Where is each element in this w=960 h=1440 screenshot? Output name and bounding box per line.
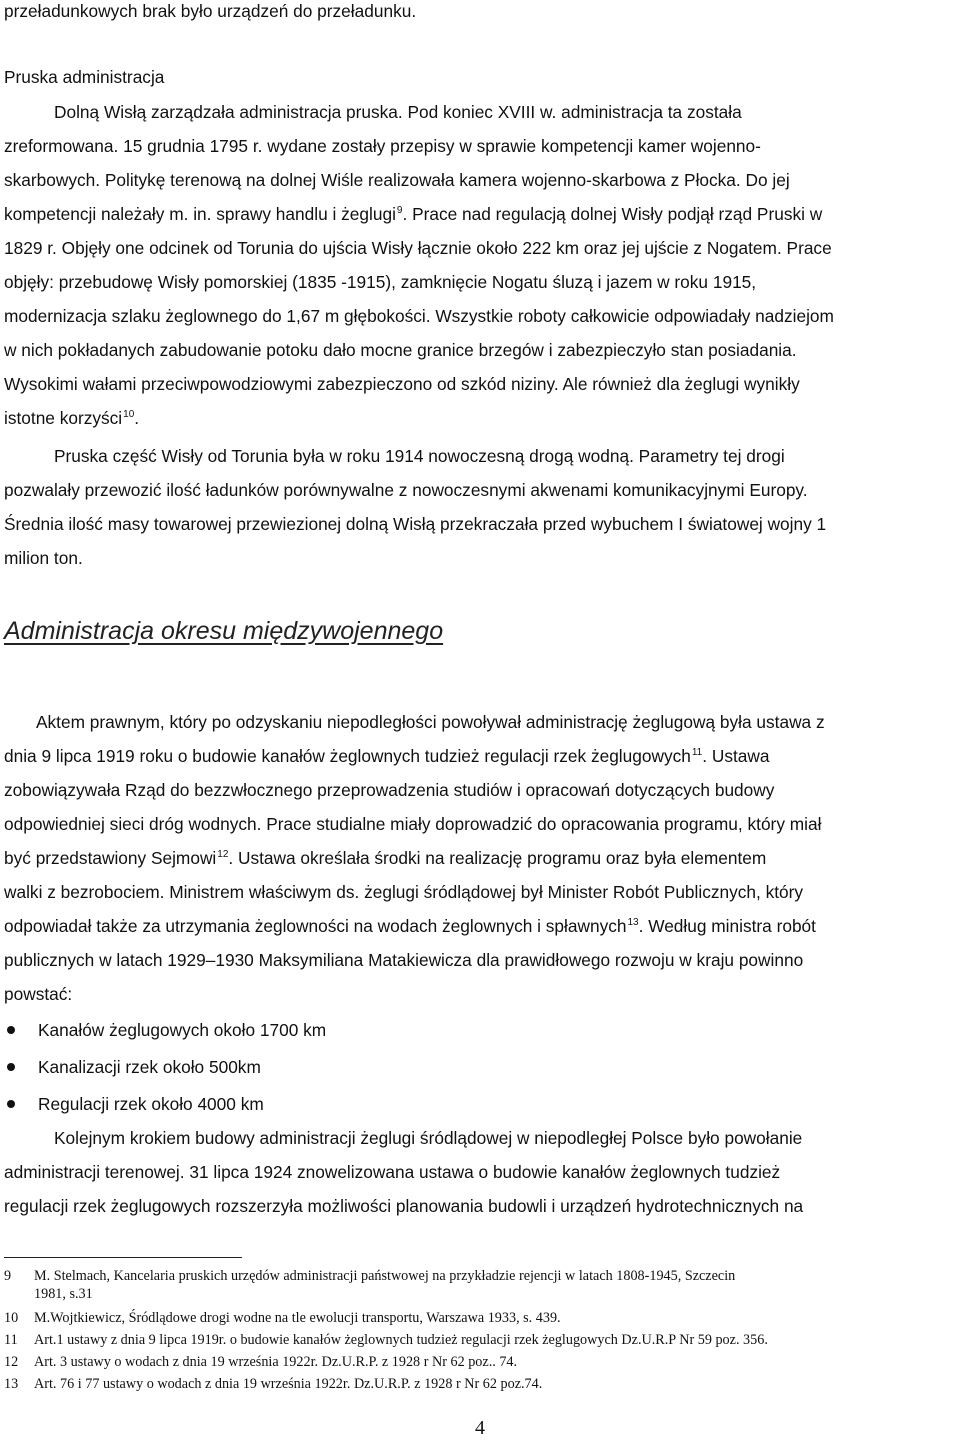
text-line: administracji terenowej. 31 lipca 1924 znowelizowana ustawa o budowie kanałów żeglownych tudzież (4, 1162, 781, 1182)
text-line (4, 915, 956, 937)
bullet-icon (7, 1063, 15, 1071)
text-line (4, 407, 956, 429)
footnote-ref-11: 11 (691, 747, 703, 758)
text-fragment: odpowiadał także za utrzymania żeglowności na wodach żeglownych i spławnych (4, 916, 627, 936)
text-line: walki z bezrobociem. Ministrem właściwym ds. żeglugi śródlądowej był Minister Robót Publicznych, który (4, 882, 804, 902)
footnote-number: 11 (4, 1332, 18, 1348)
text-line: odpowiedniej sieci dróg wodnych. Prace studialne miały doprowadzić do opracowania programu, który miał (4, 814, 822, 834)
text-line: Średnia ilość masy towarowej przewiezionej dolną Wisłą przekraczała przed wybuchem I światowej wojny 1 (4, 514, 827, 534)
text-line: pozwalały przewozić ilość ładunków porównywalne z nowoczesnymi akwenami komunikacyjnymi Europy. (4, 480, 808, 500)
footnote-text: M.Wojtkiewicz, Śródlądowe drogi wodne na tle ewolucji transportu, Warszawa 1933, s. 439. (34, 1310, 561, 1326)
text-line: powstać: (4, 984, 73, 1004)
list-item-text: Regulacji rzek około 4000 km (38, 1094, 264, 1114)
text-line: modernizacja szlaku żeglownego do 1,67 m głębokości. Wszystkie roboty całkowicie odpowiadały nadziejom (4, 306, 834, 326)
page-number: 4 (475, 1417, 485, 1439)
footnote-text: Art.1 ustawy z dnia 9 lipca 1919r. o budowie kanałów żeglownych tudzież regulacji rzek żeglugowych Dz.U.R.P Nr 59 poz. 356. (34, 1332, 768, 1348)
text-fragment: istotne korzyści (4, 408, 123, 428)
text-line: regulacji rzek żeglugowych rozszerzyła możliwości planowania budowli i urządzeń hydrotechnicznych na (4, 1196, 804, 1216)
footnote-number: 12 (4, 1354, 19, 1370)
footnote-ref-13: 13 (627, 917, 639, 928)
text-line: Kolejnym krokiem budowy administracji żeglugi śródlądowej w niepodległej Polsce było powołanie (54, 1128, 803, 1148)
footnote-continuation (34, 1285, 93, 1303)
footnote-ref-12: 12 (217, 849, 229, 860)
text-line: zreformowana. 15 grudnia 1795 r. wydane zostały przepisy w sprawie kompetencji kamer wojenno- (4, 136, 761, 156)
text-line: Aktem prawnym, który po odzyskaniu niepodległości powoływał administrację żeglugową była ustawa z (36, 712, 825, 732)
text-line (4, 203, 956, 225)
text-line: objęły: przebudowę Wisły pomorskiej (1835 -1915), zamknięcie Nogatu śluzą i jazem w roku 1915, (4, 272, 757, 292)
text-line (4, 745, 956, 767)
text-fragment: . Ustawa określała środki na realizację programu oraz była elementem (228, 848, 767, 868)
footnote-text: M. Stelmach, Kancelaria pruskich urzędów administracji państwowej na przykładzie rejencji w latach 1808-1945, Szczecin (34, 1268, 736, 1284)
text-fragment: . Według ministra robót (638, 916, 816, 936)
footnote-number: 13 (4, 1376, 19, 1392)
text-line: zobowiązywała Rząd do bezzwłocznego przeprowadzenia studiów i opracowań dotyczących budowy (4, 780, 775, 800)
section-heading: Administracja okresu międzywojennego (4, 617, 444, 645)
list-item-text: Kanalizacji rzek około 500km (38, 1057, 261, 1077)
text-line: skarbowych. Politykę terenową na dolnej Wiśle realizowała kamera wojenno-skarbowa z Płocka. Do jej (4, 170, 790, 190)
text-fragment: . (134, 408, 140, 428)
footnote-text: Art. 76 i 77 ustawy o wodach z dnia 19 września 1922r. Dz.U.R.P. z 1928 r Nr 62 poz.74. (34, 1376, 543, 1392)
text-line: w nich pokładanych zabudowanie potoku dało mocne granice brzegów i zabezpieczyło stan posiadania. (4, 340, 797, 360)
text-line: 1829 r. Objęły one odcinek od Torunia do ujścia Wisły łącznie około 222 km oraz jej ujście z Nogatem. Prace (4, 238, 832, 258)
text-line: Dolną Wisłą zarządzała administracja pruska. Pod koniec XVIII w. administracja ta została (54, 102, 742, 122)
footnote-number: 10 (4, 1310, 19, 1326)
footnote-ref-10: 10 (123, 409, 135, 420)
text-fragment: . Prace nad regulacją dolnej Wisły podjął rząd Pruski w (402, 204, 823, 224)
text-line: Pruska część Wisły od Torunia była w roku 1914 nowoczesną drogą wodną. Parametry tej drogi (54, 446, 785, 466)
text-fragment: . Ustawa (702, 746, 770, 766)
footnote-text: Art. 3 ustawy o wodach z dnia 19 września 1922r. Dz.U.R.P. z 1928 r Nr 62 poz.. 74. (34, 1354, 518, 1370)
footnote-ref-9: 9 (396, 205, 403, 216)
text-line: przeładunkowych brak było urządzeń do przeładunku. (4, 1, 417, 21)
footnote-number: 9 (4, 1268, 12, 1284)
bullet-icon (7, 1026, 15, 1034)
bullet-icon (7, 1100, 15, 1108)
text-line: milion ton. (4, 548, 83, 568)
text-line (4, 847, 956, 869)
list-item-text: Kanałów żeglugowych około 1700 km (38, 1020, 327, 1040)
footnote-text: 1981, s.31 (34, 1286, 93, 1302)
footnote-separator (4, 1257, 242, 1258)
text-fragment: być przedstawiony Sejmowi (4, 848, 217, 868)
text-fragment: dnia 9 lipca 1919 roku o budowie kanałów żeglownych tudzież regulacji rzek żeglugowych (4, 746, 691, 766)
text-line: Wysokimi wałami przeciwpowodziowymi zabezpieczono od szkód niziny. Ale również dla żeglugi wynikły (4, 374, 800, 394)
text-fragment: kompetencji należały m. in. sprawy handlu i żeglugi (4, 204, 396, 224)
subheading-prussian-administration: Pruska administracja (4, 67, 165, 87)
text-line: publicznych w latach 1929–1930 Maksymiliana Matakiewicza dla prawidłowego rozwoju w kraju powinno (4, 950, 804, 970)
